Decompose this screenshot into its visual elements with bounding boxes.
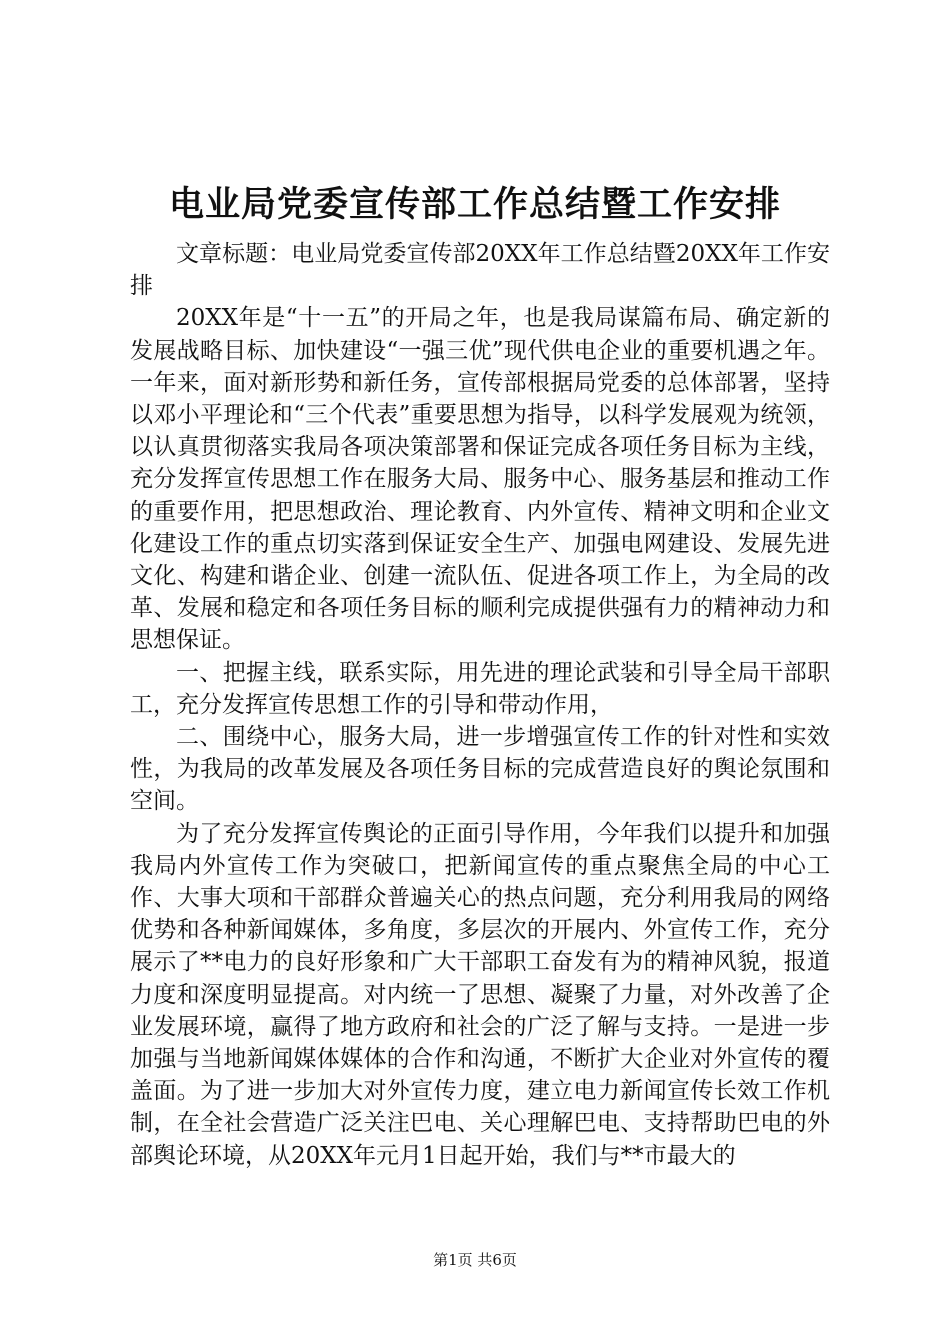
- section-two-heading: 二、围绕中心，服务大局，进一步增强宣传工作的针对性和实效性，为我局的改革发展及各项任务目标的完成营造良好的舆论氛围和空间。: [130, 724, 830, 815]
- body-paragraph: 为了充分发挥宣传舆论的正面引导作用，今年我们以提升和加强我局内外宣传工作为突破口，把新闻宣传的重点聚焦全局的中心工作、大事大项和干部群众普遍关心的热点问题，充分利用我局的网络优势和各种新闻媒体，多角度，多层次的开展内、外宣传工作，充分展示了**电力的良好形象和广大干部职工奋发有为的精神风貌，报道力度和深度明显提高。对内统一了思想、凝聚了力量，对外改善了企业发展环境，赢得了地方政府和社会的广泛了解与支持。一是进一步加强与当地新闻媒体媒体的合作和沟通，不断扩大企业对外宣传的覆盖面。为了进一步加大对外宣传力度，建立电力新闻宣传长效工作机制，在全社会营造广泛关注巴电、关心理解巴电、支持帮助巴电的外部舆论环境，从20XX年元月1日起开始，我们与**市最大的: [130, 820, 830, 1169]
- section-one-heading: 一、把握主线，联系实际，用先进的理论武装和引导全局干部职工，充分发挥宣传思想工作的引导和带动作用，: [130, 659, 830, 718]
- intro-paragraph: 20XX年是“十一五”的开局之年，也是我局谋篇布局、确定新的发展战略目标、加快建设“一强三优”现代供电企业的重要机遇之年。一年来，面对新形势和新任务，宣传部根据局党委的总体部署，坚持以邓小平理论和“三个代表”重要思想为指导，以科学发展观为统领，以认真贯彻落实我局各项决策部署和保证完成各项任务目标为主线，充分发挥宣传思想工作在服务大局、服务中心、服务基层和推动工作的重要作用，把思想政治、理论教育、内外宣传、精神文明和企业文化建设工作的重点切实落到保证安全生产、加强电网建设、发展先进文化、构建和谐企业、创建一流队伍、促进各项工作上，为全局的改革、发展和稳定和各项任务目标的顺利完成提供强有力的精神动力和思想保证。: [130, 305, 830, 654]
- article-title-paragraph: 文章标题：电业局党委宣传部20XX年工作总结暨20XX年工作安排: [130, 241, 830, 300]
- document-body: [130, 238, 830, 1172]
- document-title: 电业局党委宣传部工作总结暨工作安排: [168, 185, 781, 225]
- page-footer: 第1页 共6页: [433, 1251, 517, 1269]
